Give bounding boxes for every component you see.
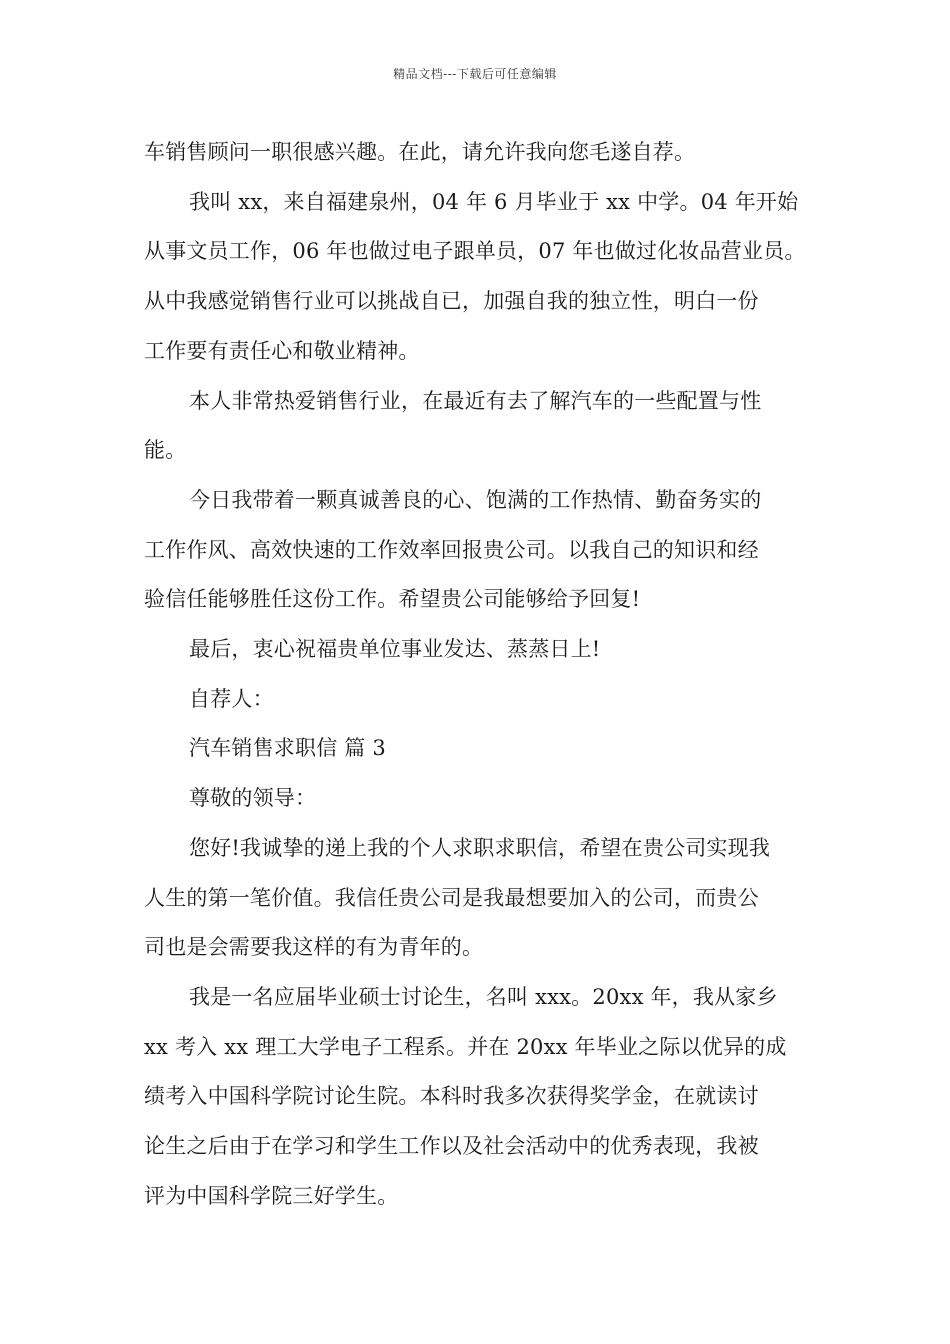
document-body xyxy=(144,128,810,1221)
body-line: 绩考入中国科学院讨论生院。本科时我多次获得奖学金，在就读讨 xyxy=(144,1084,759,1109)
body-line: 您好!我诚挚的递上我的个人求职求职信，希望在贵公司实现我 xyxy=(189,835,771,860)
salutation: 尊敬的领导： xyxy=(189,786,317,811)
body-line: 我叫 xx，来自福建泉州，04 年 6 月毕业于 xx 中学。04 年开始 xyxy=(189,189,799,214)
body-line: 工作作风、高效快速的工作效率回报贵公司。以我自己的知识和经 xyxy=(144,537,759,562)
body-line: 从事文员工作，06 年也做过电子跟单员，07 年也做过化妆品营业员。 xyxy=(144,239,806,264)
section-title: 汽车销售求职信 篇 3 xyxy=(189,736,386,761)
body-line: 司也是会需要我这样的有为青年的。 xyxy=(144,935,484,960)
body-line: 论生之后由于在学习和学生工作以及社会活动中的优秀表现，我被 xyxy=(144,1134,759,1159)
body-line: 人生的第一笔价值。我信任贵公司是我最想要加入的公司，而贵公 xyxy=(144,885,759,910)
body-line: 从中我感觉销售行业可以挑战自已，加强自我的独立性，明白一份 xyxy=(144,289,759,314)
body-line: 我是一名应届毕业硕士讨论生，名叫 xxx。20xx 年，我从家乡 xyxy=(189,984,778,1009)
body-line: 最后，衷心祝福贵单位事业发达、蒸蒸日上! xyxy=(189,637,601,662)
page-header: 精品文档---下载后可任意编辑 xyxy=(393,67,557,81)
body-line: 车销售顾问一职很感兴趣。在此，请允许我向您毛遂自荐。 xyxy=(144,140,696,164)
signature-label: 自荐人： xyxy=(189,686,274,711)
body-line: xx 考入 xx 理工大学电子工程系。并在 20xx 年毕业之际以优异的成 xyxy=(144,1034,787,1059)
body-line: 能。 xyxy=(144,438,187,463)
body-line: 今日我带着一颗真诚善良的心、饱满的工作热情、勤奋务实的 xyxy=(189,487,762,512)
body-line: 评为中国科学院三好学生。 xyxy=(144,1183,399,1208)
body-line: 本人非常热爱销售行业，在最近有去了解汽车的一些配置与性 xyxy=(189,388,762,413)
body-line: 工作要有责任心和敬业精神。 xyxy=(144,338,420,363)
body-line: 验信任能够胜任这份工作。希望贵公司能够给予回复! xyxy=(144,587,641,612)
